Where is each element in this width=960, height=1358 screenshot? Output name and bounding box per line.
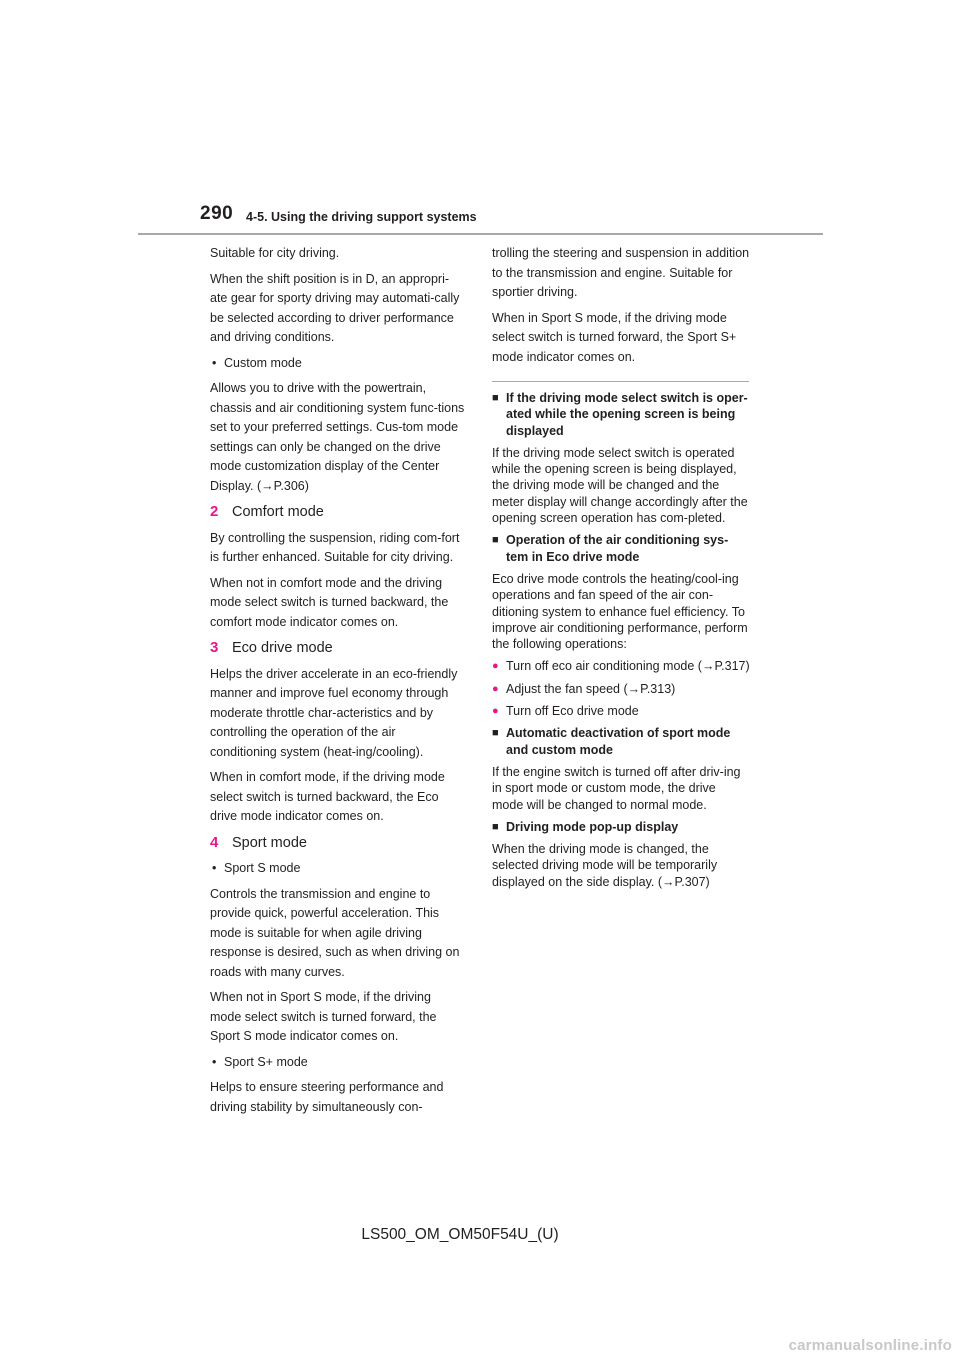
paragraph: Helps to ensure steering performance and driving stability by simultaneously con-	[210, 1080, 444, 1114]
section-divider	[492, 381, 749, 382]
footer-code	[0, 1226, 960, 1244]
subheading-text: Driving mode pop-up display	[506, 819, 679, 834]
list-item-text: Turn off eco air conditioning mode (→P.317)	[506, 659, 750, 674]
bullet-item	[210, 354, 465, 374]
subheading-text: Automatic deactivation of sport mode and custom mode	[506, 726, 731, 757]
paragraph: Allows you to drive with the powertrain, chassis and air conditioning system func-tions set to your preferred settings. Cus-tom mode settings can only be changed on the drive mode customization display of the Center Display. (→P.306)	[210, 381, 465, 493]
bullet-icon: •	[212, 355, 217, 370]
square-bullet-icon: ■	[492, 392, 499, 404]
paragraph: When the shift position is in D, an appropri-ate gear for sporty driving may automati-cally be selected according to driver performance and driving conditions.	[210, 271, 460, 344]
paragraph: When in Sport S mode, if the driving mode select switch is turned forward, the Sport S+ mode indicator comes on.	[492, 310, 737, 364]
notes-block	[492, 390, 750, 890]
paragraph: Suitable for city driving.	[210, 246, 340, 260]
paragraph: By controlling the suspension, riding com-fort is further enhanced. Suitable for city driving.	[210, 530, 460, 564]
section-title: 4-5. Using the driving support systems	[246, 210, 477, 224]
subheading	[492, 819, 750, 835]
heading-title: Comfort mode	[232, 504, 324, 520]
paragraph: Helps the driver accelerate in an eco-friendly manner and improve fuel economy through moderate throttle char-acteristics and by controlling the operation of the air conditioning system (heat-ing/cooling).	[210, 666, 458, 759]
square-bullet-icon: ■	[492, 727, 499, 740]
watermark-logo: carmanualsonline.info	[788, 1337, 952, 1354]
bullet-icon: •	[212, 861, 217, 875]
subheading	[492, 390, 750, 439]
footer-code-text: LS500_OM_OM50F54U_(U)	[361, 1226, 559, 1243]
right-column	[492, 244, 750, 896]
list-item-text: Adjust the fan speed (→P.313)	[506, 681, 676, 696]
circle-bullet-icon: ●	[492, 705, 499, 718]
paragraph: If the driving mode select switch is operated while the opening screen is being displayed, the driving mode will be changed and the meter display will change accordingly after the opening screen operation has com-pleted.	[492, 445, 748, 526]
heading-title: Eco drive mode	[232, 640, 333, 656]
paragraph: When the driving mode is changed, the selected driving mode will be temporarily displayed on the side display. (→P.307)	[492, 842, 718, 889]
heading-title: Sport mode	[232, 834, 307, 851]
circle-bullet-icon: ●	[492, 660, 499, 673]
paragraph: If the engine switch is turned off after driv-ing in sport mode or custom mode, the drive mode will be changed to normal mode.	[492, 764, 741, 812]
heading-number: 3	[210, 639, 219, 656]
list-item	[492, 658, 750, 674]
circle-bullet-icon: ●	[492, 682, 499, 695]
subheading	[492, 725, 750, 758]
list-item-text: Turn off Eco drive mode	[506, 704, 639, 719]
page-number: 290	[200, 203, 234, 224]
square-bullet-icon: ■	[492, 820, 499, 833]
subheading-text: If the driving mode select switch is oper-ated while the opening screen is being displayed	[506, 391, 748, 438]
paragraph: When in comfort mode, if the driving mode select switch is turned backward, the Eco drive mode indicator comes on.	[210, 770, 445, 823]
bullet-label: Sport S mode	[224, 861, 301, 875]
bullet-label: Sport S+ mode	[224, 1054, 308, 1069]
bullet-icon: •	[212, 1054, 217, 1069]
left-column	[210, 244, 465, 1123]
heading-number: 2	[210, 503, 219, 520]
heading-sport	[210, 833, 465, 854]
subheading	[492, 532, 750, 565]
heading-eco	[210, 638, 465, 659]
square-bullet-icon: ■	[492, 534, 499, 547]
list-item	[492, 703, 750, 719]
paragraph: trolling the steering and suspension in addition to the transmission and engine. Suitable for sportier driving.	[492, 246, 750, 299]
paragraph: When not in comfort mode and the driving mode select switch is turned backward, the comfort mode indicator comes on.	[210, 575, 449, 629]
list-item	[492, 681, 750, 697]
bullet-item	[210, 859, 465, 879]
heading-comfort	[210, 502, 465, 523]
bullet-item	[210, 1053, 465, 1073]
paragraph: Controls the transmission and engine to provide quick, powerful acceleration. This mode is suitable for when agile driving response is desired, such as when driving on roads with many curves.	[210, 886, 460, 979]
header-rule	[138, 233, 823, 235]
heading-number: 4	[210, 833, 219, 851]
bullet-label: Custom mode	[224, 355, 302, 370]
paragraph: When not in Sport S mode, if the driving mode select switch is turned forward, the Sport S mode indicator comes on.	[210, 990, 437, 1043]
subheading-text: Operation of the air conditioning sys-tem in Eco drive mode	[506, 533, 729, 564]
paragraph: Eco drive mode controls the heating/cool-ing operations and fan speed of the air con-ditioning system to enhance fuel efficiency. To improve air conditioning performance, perform the following operations:	[492, 571, 748, 652]
